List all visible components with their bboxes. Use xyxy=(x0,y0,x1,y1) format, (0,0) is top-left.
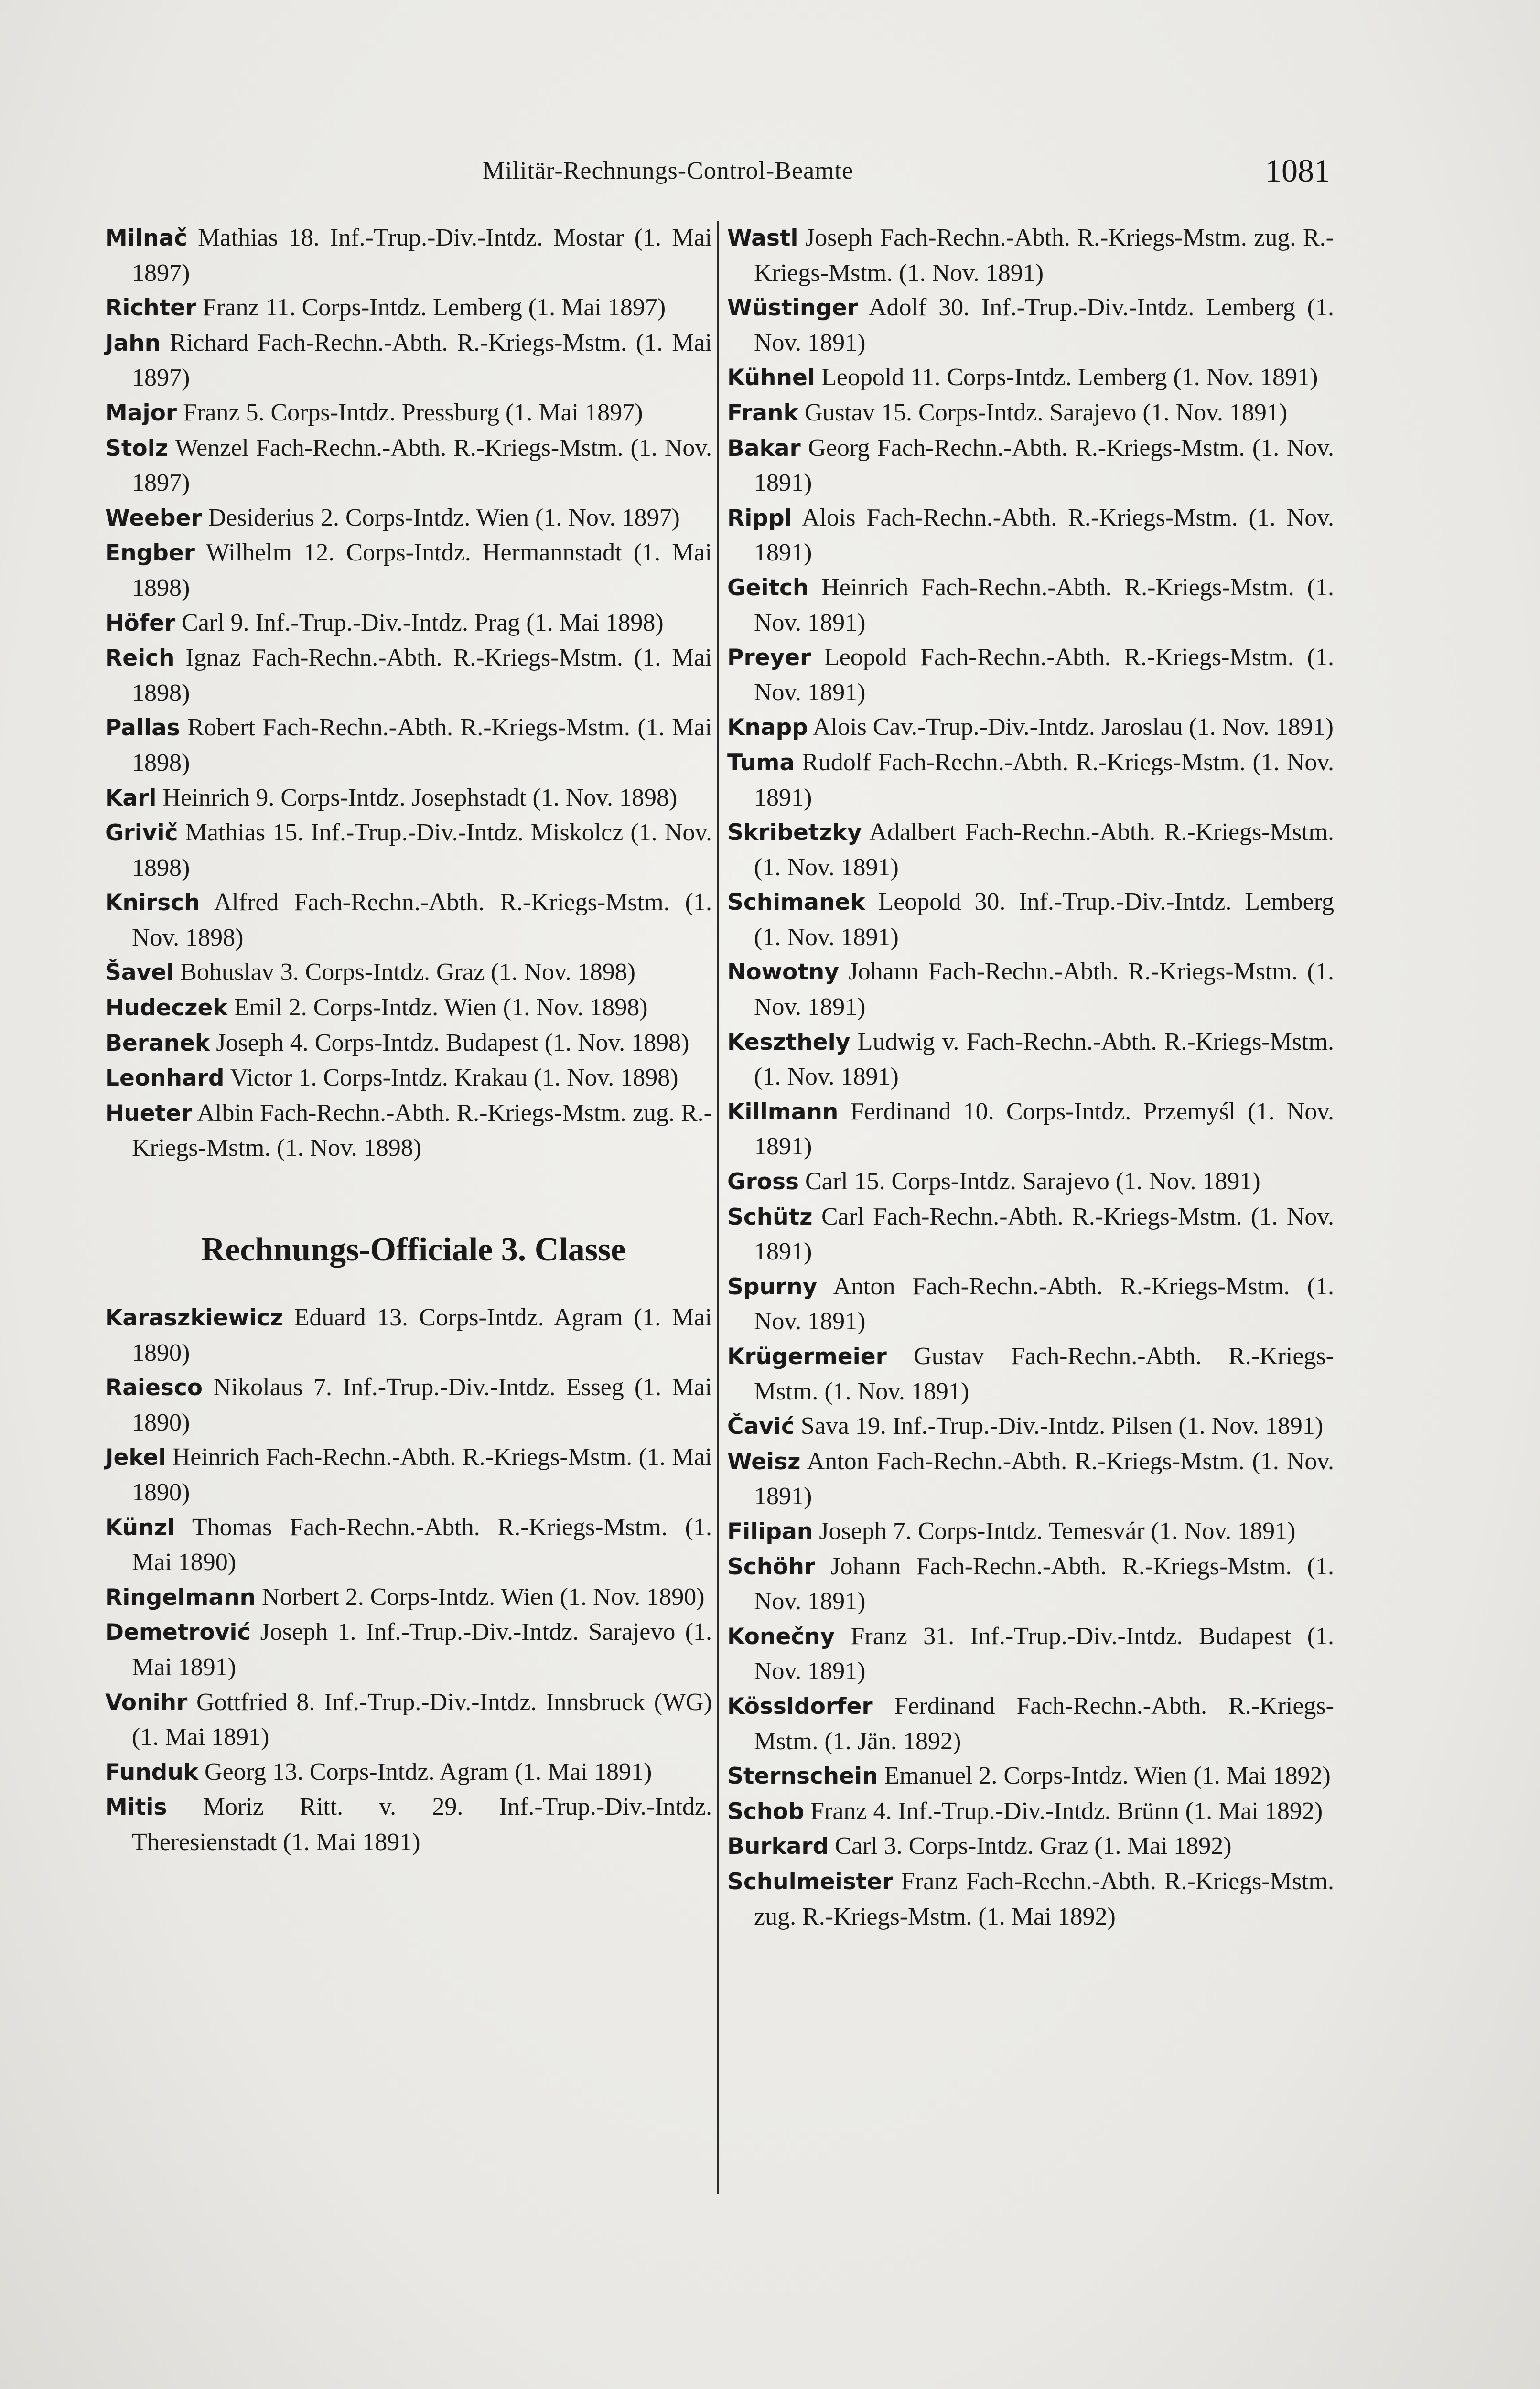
entry-details: Carl 9. Inf.-Trup.-Div.-Intdz. Prag (1. Mai 1898) xyxy=(182,609,664,636)
right-column xyxy=(727,221,1334,1934)
directory-entry xyxy=(105,431,712,501)
entry-details: Leopold 11. Corps-Intdz. Lemberg (1. Nov. 1891) xyxy=(821,364,1318,391)
entry-details: Sava 19. Inf.-Trup.-Div.-Intdz. Pilsen (1. Nov. 1891) xyxy=(800,1412,1324,1440)
directory-entry xyxy=(105,221,712,291)
entry-details: Robert Fach-Rechn.-Abth. R.-Kriegs-Mstm. (1. Mai 1898) xyxy=(132,714,712,776)
directory-entry xyxy=(105,955,712,990)
entry-details: Gustav Fach-Rechn.-Abth. R.-Kriegs-Mstm. (1. Nov. 1891) xyxy=(754,1343,1334,1405)
directory-entry xyxy=(727,640,1334,710)
entry-surname: Karl xyxy=(105,785,157,811)
entry-details: Carl Fach-Rechn.-Abth. R.-Kriegs-Mstm. (1. Nov. 1891) xyxy=(754,1203,1334,1266)
entry-surname: Konečny xyxy=(727,1623,835,1650)
entry-surname: Richter xyxy=(105,295,197,322)
directory-entry xyxy=(105,1440,712,1510)
directory-entry xyxy=(105,501,712,536)
directory-entry xyxy=(105,1370,712,1440)
page-number: 1081 xyxy=(1265,152,1330,189)
entry-surname: Jekel xyxy=(105,1444,166,1471)
directory-entry xyxy=(105,536,712,605)
entry-details: Bohuslav 3. Corps-Intdz. Graz (1. Nov. 1898) xyxy=(180,958,635,986)
entry-details: Ignaz Fach-Rechn.-Abth. R.-Kriegs-Mstm. (1. Mai 1898) xyxy=(132,644,712,707)
directory-entry xyxy=(105,1580,712,1615)
entry-details: Eduard 13. Corps-Intdz. Agram (1. Mai 1890) xyxy=(132,1304,712,1367)
entry-details: Joseph 4. Corps-Intdz. Budapest (1. Nov. 1898) xyxy=(216,1029,689,1056)
directory-entry xyxy=(105,710,712,780)
entry-surname: Čavić xyxy=(727,1413,795,1440)
entry-surname: Reich xyxy=(105,645,175,672)
entry-details: Heinrich Fach-Rechn.-Abth. R.-Kriegs-Mstm. (1. Nov. 1891) xyxy=(754,573,1334,636)
entry-details: Emil 2. Corps-Intdz. Wien (1. Nov. 1898) xyxy=(234,994,648,1022)
entry-surname: Geitch xyxy=(727,574,809,601)
entry-details: Ferdinand 10. Corps-Intdz. Przemyśl (1. Nov. 1891) xyxy=(754,1098,1335,1161)
entry-details: Franz 4. Inf.-Trup.-Div.-Intdz. Brünn (1. Mai 1892) xyxy=(810,1797,1323,1825)
directory-entry xyxy=(105,885,712,955)
entry-surname: Schob xyxy=(727,1798,805,1825)
directory-entry xyxy=(727,1025,1334,1095)
directory-entry xyxy=(727,1339,1334,1409)
entry-surname: Krügermeier xyxy=(727,1344,887,1370)
directory-entry xyxy=(727,221,1334,291)
directory-entry xyxy=(727,570,1334,640)
entry-details: Heinrich Fach-Rechn.-Abth. R.-Kriegs-Mstm. (1. Mai 1890) xyxy=(132,1443,712,1506)
entry-details: Ludwig v. Fach-Rechn.-Abth. R.-Kriegs-Mstm. (1. Nov. 1891) xyxy=(754,1028,1334,1091)
entry-surname: Knapp xyxy=(727,714,808,741)
entry-surname: Rippl xyxy=(727,505,792,531)
entry-surname: Šavel xyxy=(105,959,174,986)
directory-entry xyxy=(105,326,712,396)
entry-surname: Major xyxy=(105,399,177,426)
entry-surname: Kössldorfer xyxy=(727,1693,873,1720)
entry-surname: Preyer xyxy=(727,645,811,671)
entry-surname: Filipan xyxy=(727,1518,813,1545)
entry-details: Joseph 7. Corps-Intdz. Temesvár (1. Nov. 1891) xyxy=(819,1517,1296,1545)
directory-entry xyxy=(105,641,712,710)
entry-surname: Ringelmann xyxy=(105,1584,256,1611)
entry-details: Wenzel Fach-Rechn.-Abth. R.-Kriegs-Mstm. (1. Nov. 1897) xyxy=(132,434,712,497)
entry-details: Heinrich 9. Corps-Intdz. Josephstadt (1. Nov. 1898) xyxy=(162,784,678,811)
entry-details: Ferdinand Fach-Rechn.-Abth. R.-Kriegs-Mstm. (1. Jän. 1892) xyxy=(754,1692,1334,1755)
entry-details: Desiderius 2. Corps-Intdz. Wien (1. Nov. 1897) xyxy=(208,504,680,531)
directory-entry xyxy=(727,815,1334,885)
entry-details: Alois Cav.-Trup.-Div.-Intdz. Jaroslau (1. Nov. 1891) xyxy=(813,713,1334,741)
entry-details: Franz Fach-Rechn.-Abth. R.-Kriegs-Mstm. zug. R.-Kriegs-Mstm. (1. Mai 1892) xyxy=(754,1867,1334,1930)
directory-entry xyxy=(105,990,712,1026)
entry-details: Mathias 18. Inf.-Trup.-Div.-Intdz. Mostar (1. Mai 1897) xyxy=(132,224,712,287)
entry-surname: Gross xyxy=(727,1169,799,1195)
entry-surname: Kühnel xyxy=(727,365,815,391)
entry-surname: Leonhard xyxy=(105,1065,225,1092)
directory-entry xyxy=(105,606,712,641)
entry-surname: Spurny xyxy=(727,1273,818,1300)
directory-entry xyxy=(105,396,712,431)
entry-details: Albin Fach-Rechn.-Abth. R.-Kriegs-Mstm. zug. R.-Kriegs-Mstm. (1. Nov. 1898) xyxy=(132,1099,712,1162)
directory-entry xyxy=(727,291,1334,360)
directory-entry xyxy=(727,360,1334,396)
right-entries xyxy=(727,221,1334,1934)
directory-entry xyxy=(727,745,1334,815)
entry-details: Richard Fach-Rechn.-Abth. R.-Kriegs-Mstm. (1. Mai 1897) xyxy=(132,329,712,392)
directory-entry xyxy=(727,710,1334,745)
entry-details: Thomas Fach-Rechn.-Abth. R.-Kriegs-Mstm. (1. Mai 1890) xyxy=(132,1513,712,1576)
entry-details: Adalbert Fach-Rechn.-Abth. R.-Kriegs-Mstm. (1. Nov. 1891) xyxy=(754,818,1334,881)
entry-surname: Hudeczek xyxy=(105,995,228,1022)
entry-surname: Tuma xyxy=(727,749,795,776)
entry-surname: Jahn xyxy=(105,330,161,356)
entry-surname: Beranek xyxy=(105,1030,210,1056)
entry-details: Joseph 1. Inf.-Trup.-Div.-Intdz. Sarajevo (1. Mai 1891) xyxy=(132,1618,712,1681)
directory-entry xyxy=(727,1409,1334,1444)
entry-details: Leopold 30. Inf.-Trup.-Div.-Intdz. Lemberg (1. Nov. 1891) xyxy=(754,888,1335,951)
entry-details: Carl 3. Corps-Intdz. Graz (1. Mai 1892) xyxy=(835,1832,1232,1860)
entry-details: Georg 13. Corps-Intdz. Agram (1. Mai 1891) xyxy=(205,1758,652,1786)
entry-details: Alois Fach-Rechn.-Abth. R.-Kriegs-Mstm. (1. Nov. 1891) xyxy=(754,504,1334,567)
directory-entry xyxy=(105,1061,712,1096)
entry-surname: Vonihr xyxy=(105,1689,188,1716)
entry-details: Franz 11. Corps-Intdz. Lemberg (1. Mai 1897) xyxy=(203,294,666,322)
entry-details: Georg Fach-Rechn.-Abth. R.-Kriegs-Mstm. (1. Nov. 1891) xyxy=(754,434,1335,497)
entry-surname: Frank xyxy=(727,399,798,426)
entry-details: Rudolf Fach-Rechn.-Abth. R.-Kriegs-Mstm. (1. Nov. 1891) xyxy=(754,748,1335,811)
entry-surname: Mitis xyxy=(105,1794,167,1821)
column-divider xyxy=(717,221,719,2194)
entry-surname: Killmann xyxy=(727,1098,839,1125)
directory-entry xyxy=(105,781,712,816)
entry-surname: Schöhr xyxy=(727,1553,816,1580)
entry-details: Nikolaus 7. Inf.-Trup.-Div.-Intdz. Esseg (1. Mai 1890) xyxy=(132,1374,712,1436)
directory-entry xyxy=(105,1755,712,1790)
entry-surname: Skribetzky xyxy=(727,819,862,846)
entry-surname: Stolz xyxy=(105,435,169,462)
directory-entry xyxy=(105,291,712,326)
directory-entry xyxy=(727,1829,1334,1864)
entry-details: Franz 31. Inf.-Trup.-Div.-Intdz. Budapest (1. Nov. 1891) xyxy=(754,1622,1335,1685)
entry-details: Carl 15. Corps-Intdz. Sarajevo (1. Nov. 1891) xyxy=(805,1168,1260,1195)
entry-surname: Pallas xyxy=(105,715,180,742)
directory-entry xyxy=(727,885,1334,955)
directory-entry xyxy=(105,1615,712,1685)
entry-details: Anton Fach-Rechn.-Abth. R.-Kriegs-Mstm. (1. Nov. 1891) xyxy=(754,1272,1334,1335)
entry-surname: Schütz xyxy=(727,1204,813,1230)
entry-surname: Grivič xyxy=(105,820,178,847)
entry-surname: Hueter xyxy=(105,1100,193,1127)
directory-entry xyxy=(727,1619,1334,1689)
left-entries-bottom xyxy=(105,1301,712,1860)
entry-details: Moriz Ritt. v. 29. Inf.-Trup.-Div.-Intdz. Theresienstadt (1. Mai 1891) xyxy=(132,1793,712,1856)
entry-details: Joseph Fach-Rechn.-Abth. R.-Kriegs-Mstm. zug. R.-Kriegs-Mstm. (1. Nov. 1891) xyxy=(754,224,1334,287)
entry-surname: Weeber xyxy=(105,505,202,531)
entry-details: Johann Fach-Rechn.-Abth. R.-Kriegs-Mstm. (1. Nov. 1891) xyxy=(754,958,1335,1021)
directory-entry xyxy=(727,955,1334,1024)
directory-entry xyxy=(105,816,712,885)
entry-details: Mathias 15. Inf.-Trup.-Div.-Intdz. Miskolcz (1. Nov. 1898) xyxy=(132,819,712,882)
entry-details: Gustav 15. Corps-Intdz. Sarajevo (1. Nov. 1891) xyxy=(804,398,1288,426)
directory-entry xyxy=(105,1790,712,1860)
entry-surname: Raiesco xyxy=(105,1375,203,1401)
entry-details: Norbert 2. Corps-Intdz. Wien (1. Nov. 1890) xyxy=(262,1583,705,1611)
entry-details: Leopold Fach-Rechn.-Abth. R.-Kriegs-Mstm. (1. Nov. 1891) xyxy=(754,644,1334,706)
entry-surname: Demetrović xyxy=(105,1619,251,1646)
entry-details: Franz 5. Corps-Intdz. Pressburg (1. Mai 1897) xyxy=(183,398,643,426)
entry-details: Emanuel 2. Corps-Intdz. Wien (1. Mai 1892) xyxy=(884,1762,1331,1790)
directory-entry xyxy=(727,1550,1334,1619)
directory-entry xyxy=(105,1301,712,1370)
directory-entry xyxy=(727,1095,1334,1164)
entry-surname: Schimanek xyxy=(727,889,865,916)
directory-entry xyxy=(105,1026,712,1061)
entry-details: Johann Fach-Rechn.-Abth. R.-Kriegs-Mstm. (1. Nov. 1891) xyxy=(754,1552,1334,1615)
directory-entry xyxy=(727,396,1334,431)
directory-entry xyxy=(727,1864,1334,1934)
directory-entry xyxy=(727,1164,1334,1200)
directory-entry xyxy=(727,1200,1334,1270)
entry-surname: Sternschein xyxy=(727,1763,878,1790)
entry-details: Gottfried 8. Inf.-Trup.-Div.-Intdz. Innsbruck (WG) (1. Mai 1891) xyxy=(132,1688,712,1751)
entry-details: Adolf 30. Inf.-Trup.-Div.-Intdz. Lemberg (1. Nov. 1891) xyxy=(754,294,1334,356)
running-title: Militär-Rechnungs-Control-Beamte xyxy=(483,157,854,184)
directory-entry xyxy=(727,431,1334,501)
section-heading: Rechnungs-Officiale 3. Classe xyxy=(201,1231,626,1269)
entry-surname: Bakar xyxy=(727,435,801,462)
entry-surname: Höfer xyxy=(105,610,176,636)
directory-entry xyxy=(727,1689,1334,1759)
entry-surname: Weisz xyxy=(727,1448,801,1475)
entry-surname: Funduk xyxy=(105,1759,199,1786)
directory-entry xyxy=(105,1510,712,1580)
entry-surname: Knirsch xyxy=(105,890,200,916)
directory-entry xyxy=(727,1444,1334,1514)
directory-entry xyxy=(727,1270,1334,1339)
entry-surname: Nowotny xyxy=(727,959,839,986)
entry-surname: Schulmeister xyxy=(727,1868,894,1895)
entry-surname: Karaszkiewicz xyxy=(105,1305,283,1332)
entry-surname: Wüstinger xyxy=(727,295,859,322)
directory-entry xyxy=(727,501,1334,570)
entry-surname: Wastl xyxy=(727,225,798,251)
directory-entry xyxy=(727,1514,1334,1550)
entry-surname: Engber xyxy=(105,540,195,567)
entry-surname: Künzl xyxy=(105,1514,175,1541)
entry-details: Victor 1. Corps-Intdz. Krakau (1. Nov. 1898) xyxy=(230,1064,678,1092)
left-column xyxy=(105,221,712,1860)
entry-details: Anton Fach-Rechn.-Abth. R.-Kriegs-Mstm. (1. Nov. 1891) xyxy=(754,1447,1334,1510)
left-entries-top xyxy=(105,221,712,1166)
directory-entry xyxy=(105,1096,712,1166)
entry-surname: Keszthely xyxy=(727,1029,851,1055)
entry-details: Alfred Fach-Rechn.-Abth. R.-Kriegs-Mstm. (1. Nov. 1898) xyxy=(132,889,712,951)
directory-entry xyxy=(727,1794,1334,1829)
entry-surname: Milnač xyxy=(105,225,188,251)
entry-details: Wilhelm 12. Corps-Intdz. Hermannstadt (1. Mai 1898) xyxy=(132,539,712,602)
entry-surname: Burkard xyxy=(727,1833,829,1860)
directory-entry xyxy=(105,1685,712,1755)
directory-entry xyxy=(727,1759,1334,1794)
